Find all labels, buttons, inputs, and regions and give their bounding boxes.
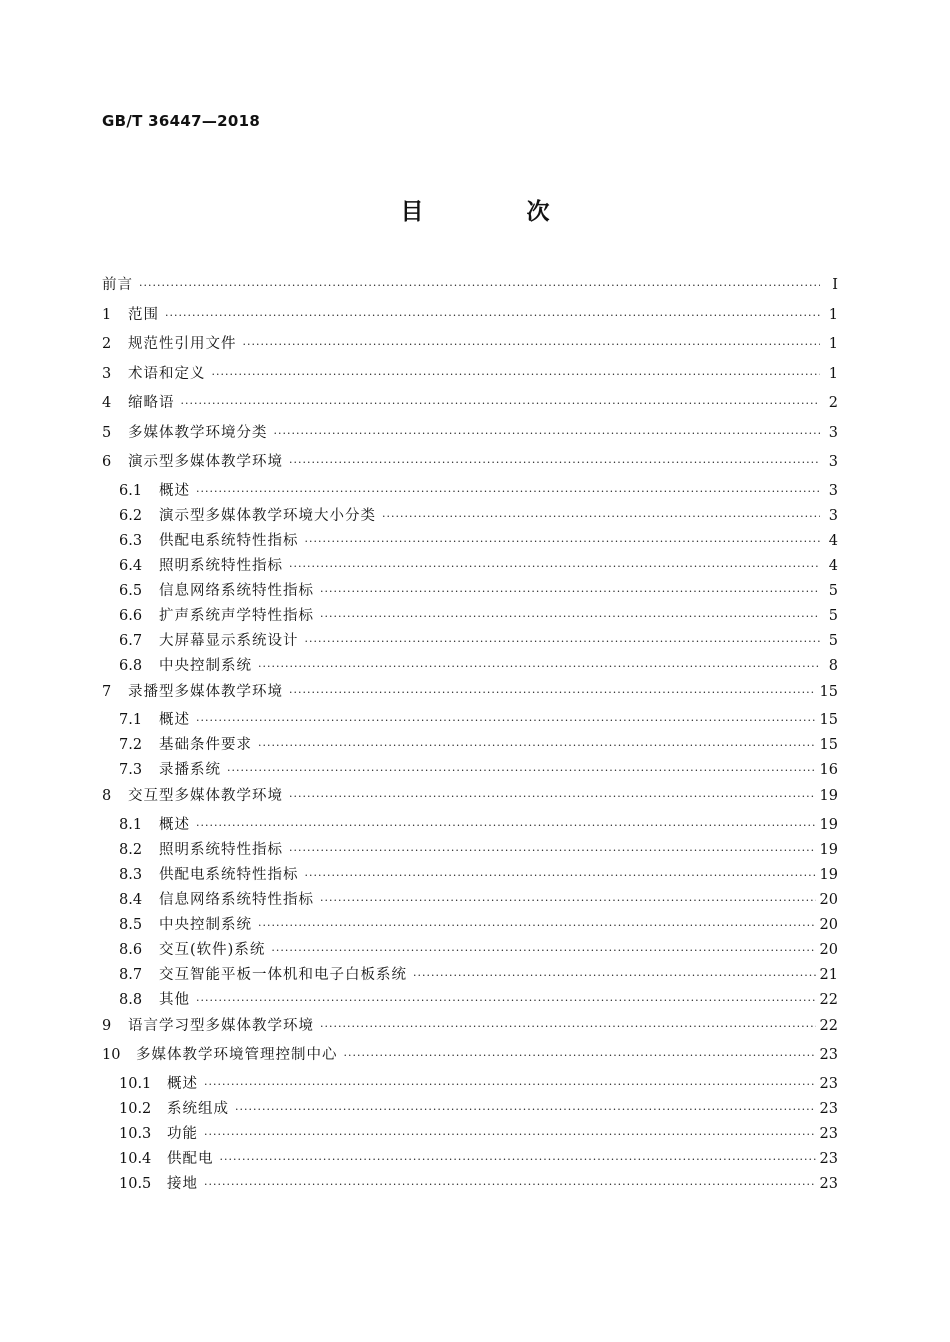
toc-entry-number: 10.3 — [119, 1125, 152, 1142]
dot-leader — [382, 504, 820, 529]
toc-entry-page: 4 — [828, 557, 838, 574]
dot-leader — [413, 963, 816, 988]
toc-entry-title: 前言 — [102, 277, 133, 293]
dot-leader — [227, 758, 816, 783]
toc-entry-page: 2 — [828, 395, 838, 411]
toc-entry[interactable] — [102, 302, 838, 332]
toc-entry-title: 交互智能平板一体机和电子白板系统 — [159, 966, 407, 983]
toc-entry-page: 8 — [828, 657, 838, 674]
toc-entry-number: 6 — [102, 454, 112, 470]
toc-entry-title: 基础条件要求 — [159, 737, 252, 753]
toc-entry[interactable] — [102, 654, 838, 679]
toc-entry-title: 录播型多媒体教学环境 — [128, 683, 283, 700]
dot-leader — [181, 391, 821, 417]
toc-entry-page: 1 — [828, 306, 838, 323]
toc-entry-page: 23 — [819, 1175, 838, 1192]
toc-entry[interactable] — [102, 963, 838, 988]
toc-entry-number: 8.5 — [119, 916, 143, 933]
toc-entry-page: 23 — [819, 1047, 838, 1063]
toc-entry-page: 4 — [828, 532, 838, 549]
toc-entry-number: 7 — [102, 683, 112, 700]
toc-entry-page: 1 — [828, 336, 838, 352]
toc-entry-page: 16 — [819, 762, 838, 778]
toc-entry-title: 供配电 — [167, 1150, 214, 1167]
table-of-contents — [102, 272, 838, 1197]
toc-entry-number: 8.4 — [119, 891, 143, 908]
toc-entry-title: 演示型多媒体教学环境 — [128, 454, 283, 470]
toc-entry[interactable] — [102, 272, 838, 302]
toc-entry-title: 概述 — [167, 1075, 198, 1092]
toc-entry-page: 5 — [828, 607, 838, 624]
toc-entry[interactable] — [102, 554, 838, 579]
toc-entry-title: 照明系统特性指标 — [159, 841, 283, 858]
toc-entry[interactable] — [102, 913, 838, 938]
toc-entry-page: I — [832, 277, 838, 293]
toc-entry-title: 中央控制系统 — [159, 916, 252, 933]
toc-entry-page: 19 — [819, 816, 838, 833]
dot-leader — [289, 784, 816, 810]
dot-leader — [305, 529, 821, 554]
toc-entry-title: 中央控制系统 — [159, 657, 252, 674]
toc-entry-page: 19 — [819, 788, 838, 804]
toc-entry-page: 15 — [819, 683, 838, 700]
toc-entry[interactable] — [102, 733, 838, 758]
dot-leader — [274, 421, 821, 447]
toc-entry[interactable] — [102, 504, 838, 529]
dot-leader — [204, 1172, 816, 1197]
toc-entry-title: 范围 — [128, 306, 159, 323]
toc-entry[interactable] — [102, 758, 838, 783]
dot-leader — [305, 629, 821, 654]
toc-entry[interactable] — [102, 420, 838, 450]
toc-entry-number: 10.1 — [119, 1075, 152, 1092]
toc-entry-page: 3 — [828, 482, 838, 499]
toc-entry[interactable] — [102, 1013, 838, 1043]
toc-entry-page: 20 — [819, 916, 838, 933]
toc-entry-number: 7.3 — [119, 762, 143, 778]
toc-entry-page: 5 — [828, 632, 838, 649]
toc-entry-title: 概述 — [159, 712, 190, 728]
toc-entry-number: 6.4 — [119, 557, 143, 574]
toc-entry[interactable] — [102, 449, 838, 479]
toc-entry-page: 15 — [819, 712, 838, 728]
toc-entry-title: 录播系统 — [159, 762, 221, 778]
dot-leader — [212, 362, 821, 388]
toc-entry-title: 供配电系统特性指标 — [159, 532, 299, 549]
toc-entry-title: 大屏幕显示系统设计 — [159, 632, 299, 649]
dot-leader — [196, 479, 820, 504]
toc-entry[interactable] — [102, 679, 838, 709]
toc-entry-number: 10.4 — [119, 1150, 152, 1167]
toc-entry-page: 3 — [828, 424, 838, 441]
page-title: 目 次 — [400, 198, 590, 225]
toc-entry-number: 6.5 — [119, 582, 143, 599]
toc-entry[interactable] — [102, 1147, 838, 1172]
toc-entry-number: 7.2 — [119, 737, 143, 753]
toc-entry-number: 10 — [102, 1047, 121, 1063]
toc-entry-title: 照明系统特性指标 — [159, 557, 283, 574]
toc-entry-title: 多媒体教学环境管理控制中心 — [136, 1047, 338, 1063]
toc-entry[interactable] — [102, 390, 838, 420]
toc-entry-title: 多媒体教学环境分类 — [128, 424, 268, 441]
toc-entry-page: 19 — [819, 866, 838, 883]
dot-leader — [258, 733, 816, 758]
toc-entry[interactable] — [102, 1097, 838, 1122]
dot-leader — [289, 450, 820, 476]
toc-entry-title: 系统组成 — [167, 1100, 229, 1117]
dot-leader — [305, 863, 816, 888]
dot-leader — [165, 303, 820, 329]
toc-entry-number: 6.1 — [119, 482, 143, 499]
toc-entry[interactable] — [102, 1122, 838, 1147]
dot-leader — [258, 913, 816, 938]
toc-entry-title: 交互型多媒体教学环境 — [128, 788, 283, 804]
dot-leader — [196, 813, 816, 838]
toc-entry-title: 扩声系统声学特性指标 — [159, 607, 314, 624]
toc-entry[interactable] — [102, 813, 838, 838]
toc-entry-number: 3 — [102, 365, 112, 382]
toc-entry[interactable] — [102, 888, 838, 913]
toc-entry-number: 6.6 — [119, 607, 143, 624]
toc-entry-title: 其他 — [159, 991, 190, 1008]
toc-entry-page: 23 — [819, 1075, 838, 1092]
dot-leader — [235, 1097, 816, 1122]
toc-entry[interactable] — [102, 988, 838, 1013]
toc-entry-title: 接地 — [167, 1175, 198, 1192]
dot-leader — [344, 1043, 816, 1069]
toc-entry-number: 6.7 — [119, 632, 143, 649]
toc-entry-title: 演示型多媒体教学环境大小分类 — [159, 507, 376, 524]
toc-entry-number: 6.3 — [119, 532, 143, 549]
toc-entry-number: 7.1 — [119, 712, 143, 728]
toc-entry-page: 23 — [819, 1125, 838, 1142]
dot-leader — [196, 988, 816, 1013]
toc-entry[interactable] — [102, 579, 838, 604]
toc-entry-number: 10.2 — [119, 1100, 152, 1117]
toc-entry[interactable] — [102, 629, 838, 654]
toc-entry-title: 交互(软件)系统 — [159, 941, 266, 958]
dot-leader — [320, 604, 820, 629]
toc-entry-title: 功能 — [167, 1125, 198, 1142]
toc-entry-page: 3 — [828, 507, 838, 524]
toc-entry-number: 8.7 — [119, 966, 143, 983]
toc-entry-number: 8.1 — [119, 816, 143, 833]
toc-entry[interactable] — [102, 529, 838, 554]
dot-leader — [289, 680, 816, 706]
dot-leader — [320, 579, 820, 604]
toc-entry-title: 术语和定义 — [128, 365, 206, 382]
dot-leader — [196, 708, 816, 733]
toc-entry-number: 8.6 — [119, 941, 143, 958]
toc-entry-number: 6.2 — [119, 507, 143, 524]
toc-entry-number: 8.2 — [119, 841, 143, 858]
toc-entry[interactable] — [102, 331, 838, 361]
toc-entry-title: 信息网络系统特性指标 — [159, 582, 314, 599]
toc-entry-number: 1 — [102, 306, 112, 323]
dot-leader — [243, 332, 821, 358]
toc-entry-number: 8.8 — [119, 991, 143, 1008]
toc-entry[interactable] — [102, 479, 838, 504]
toc-entry-page: 22 — [819, 1017, 838, 1034]
toc-entry-page: 1 — [828, 365, 838, 382]
dot-leader — [204, 1072, 816, 1097]
toc-entry[interactable] — [102, 863, 838, 888]
dot-leader — [258, 654, 820, 679]
toc-entry-page: 15 — [819, 737, 838, 753]
standard-code: GB/T 36447—2018 — [102, 112, 261, 130]
toc-entry[interactable] — [102, 1072, 838, 1097]
toc-entry[interactable] — [102, 938, 838, 963]
toc-entry-page: 21 — [819, 966, 838, 983]
toc-entry-number: 5 — [102, 424, 112, 441]
dot-leader — [289, 554, 820, 579]
dot-leader — [320, 1014, 816, 1040]
toc-entry-number: 8 — [102, 788, 112, 804]
toc-entry-number: 4 — [102, 395, 112, 411]
toc-entry-page: 22 — [819, 991, 838, 1008]
toc-entry-page: 23 — [819, 1150, 838, 1167]
toc-entry-title: 概述 — [159, 816, 190, 833]
toc-entry-title: 语言学习型多媒体教学环境 — [128, 1017, 314, 1034]
toc-entry-title: 规范性引用文件 — [128, 336, 237, 352]
toc-entry-page: 20 — [819, 941, 838, 958]
toc-entry[interactable] — [102, 1042, 838, 1072]
dot-leader — [320, 888, 816, 913]
dot-leader — [271, 938, 815, 963]
toc-entry-number: 8.3 — [119, 866, 143, 883]
toc-entry[interactable] — [102, 783, 838, 813]
toc-entry-number: 6.8 — [119, 657, 143, 674]
toc-entry-title: 信息网络系统特性指标 — [159, 891, 314, 908]
toc-entry-page: 3 — [828, 454, 838, 470]
toc-entry[interactable] — [102, 604, 838, 629]
dot-leader — [220, 1147, 816, 1172]
toc-entry[interactable] — [102, 838, 838, 863]
toc-entry[interactable] — [102, 708, 838, 733]
toc-entry-page: 5 — [828, 582, 838, 599]
dot-leader — [139, 273, 820, 299]
toc-entry-number: 9 — [102, 1017, 112, 1034]
toc-entry-page: 23 — [819, 1100, 838, 1117]
toc-entry-title: 缩略语 — [128, 395, 175, 411]
toc-entry[interactable] — [102, 1172, 838, 1197]
toc-entry-title: 概述 — [159, 482, 190, 499]
toc-entry[interactable] — [102, 361, 838, 391]
toc-entry-number: 2 — [102, 336, 112, 352]
dot-leader — [204, 1122, 816, 1147]
toc-entry-number: 10.5 — [119, 1175, 152, 1192]
toc-entry-title: 供配电系统特性指标 — [159, 866, 299, 883]
toc-entry-page: 20 — [819, 891, 838, 908]
dot-leader — [289, 838, 816, 863]
toc-entry-page: 19 — [819, 841, 838, 858]
